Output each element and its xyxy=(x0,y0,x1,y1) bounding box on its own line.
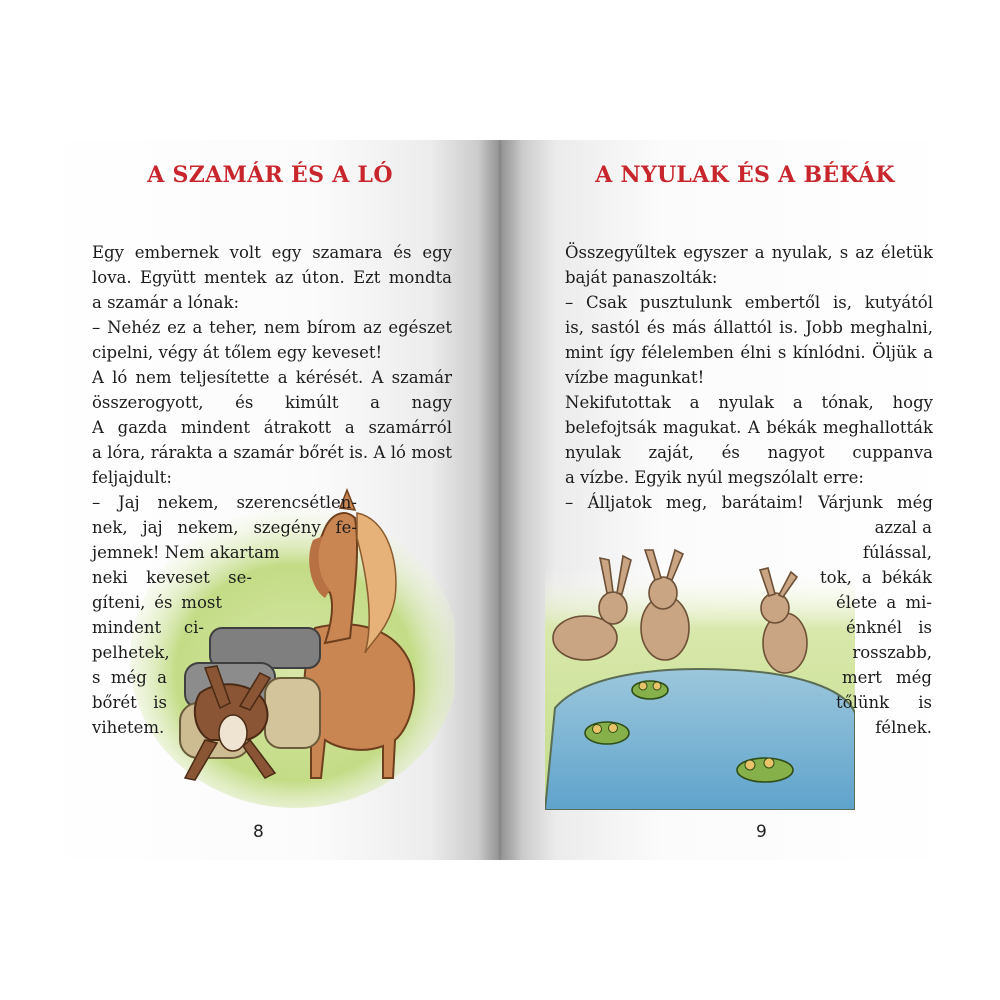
text-line: A gazda mindent átrakott a szamárról xyxy=(92,418,452,437)
text-line: félnek. xyxy=(875,718,932,737)
right-page-wrap-text xyxy=(770,515,932,740)
text-line: A ló nem teljesítette a kérését. A szamár xyxy=(92,368,452,387)
book-gutter xyxy=(478,140,522,860)
text-line: a vízbe. Egyik nyúl megszólalt erre: xyxy=(565,468,864,487)
text-line: – Jaj nekem, szerencsétlen- xyxy=(92,493,357,512)
text-line: élete a mi- xyxy=(836,593,932,612)
text-line: – Nehéz ez a teher, nem bírom az egészet xyxy=(92,318,452,337)
text-line: fúlással, xyxy=(862,543,932,562)
text-line: tőlünk is xyxy=(836,693,932,712)
text-line: neki keveset se- xyxy=(92,568,252,587)
text-line: mindent ci- xyxy=(92,618,204,637)
text-line: összerogyott, és kimúlt a nagy xyxy=(92,393,452,412)
text-line: belefojtsák magukat. A békák meghallották xyxy=(565,418,933,437)
left-page-wrap-text xyxy=(92,490,357,740)
text-line: tok, a békák xyxy=(820,568,932,587)
text-line: nek, jaj nekem, szegény fe- xyxy=(92,518,357,537)
text-line: vihetem. xyxy=(92,718,165,737)
right-page-title: A NYULAK ÉS A BÉKÁK xyxy=(595,162,895,188)
right-page-text xyxy=(565,240,933,515)
page-number-left: 8 xyxy=(253,822,264,842)
text-line: Egy embernek volt egy szamara és egy xyxy=(92,243,452,262)
text-line: gíteni, és most xyxy=(92,593,222,612)
text-line: pelhetek, xyxy=(92,643,170,662)
text-line: mint így félelemben élni s kínlódni. Öljük a xyxy=(565,343,933,362)
text-line: bőrét is xyxy=(92,693,167,712)
text-line: is, sastól és más állattól is. Jobb meghalni, xyxy=(565,318,933,337)
text-line: feljajdult: xyxy=(92,468,172,487)
text-line: azzal a xyxy=(874,518,932,537)
text-line: lova. Együtt mentek az úton. Ezt mondta xyxy=(92,268,452,287)
text-line: s még a xyxy=(92,668,167,687)
text-line: Nekifutottak a nyulak a tónak, hogy xyxy=(565,393,933,412)
text-line: – Álljatok meg, barátaim! Várjunk még xyxy=(565,493,933,512)
page-number-right: 9 xyxy=(756,822,767,842)
text-line: rosszabb, xyxy=(852,643,932,662)
left-page-title: A SZAMÁR ÉS A LÓ xyxy=(147,162,393,188)
text-line: vízbe magunkat! xyxy=(565,368,705,387)
text-line: a lóra, rárakta a szamár bőrét is. A ló most xyxy=(92,443,452,462)
text-line: nyulak zaját, és nagyot cuppanva xyxy=(565,443,933,462)
text-line: jemnek! Nem akartam xyxy=(92,543,280,562)
text-line: Összegyűltek egyszer a nyulak, s az életük xyxy=(565,243,933,262)
text-line: énknél is xyxy=(846,618,932,637)
left-page-text xyxy=(92,240,452,490)
text-line: cipelni, végy át tőlem egy keveset! xyxy=(92,343,383,362)
text-line: mert még xyxy=(842,668,932,687)
text-line: a szamár a lónak: xyxy=(92,293,240,312)
text-line: – Csak pusztulunk embertől is, kutyától xyxy=(565,293,933,312)
text-line: baját panaszolták: xyxy=(565,268,718,287)
